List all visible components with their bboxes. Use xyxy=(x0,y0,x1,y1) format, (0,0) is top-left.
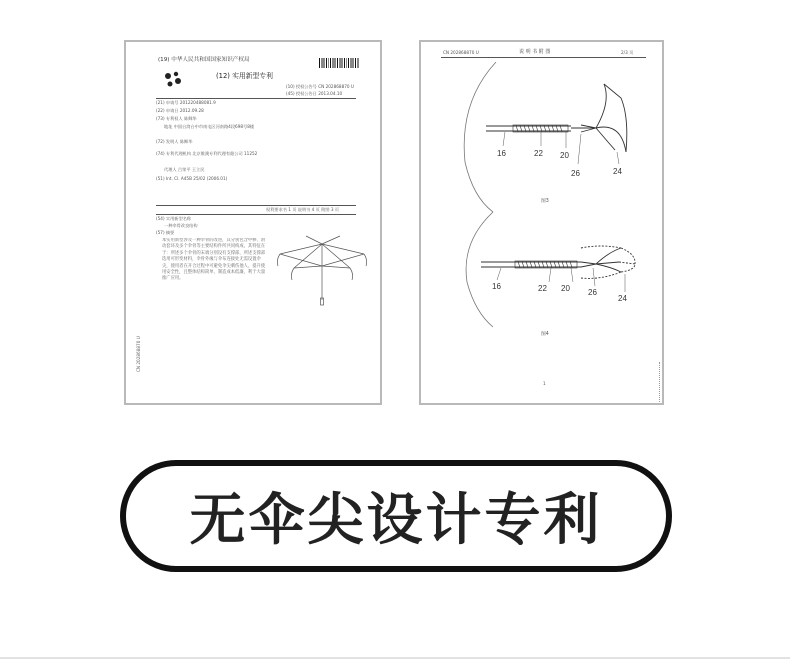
page-number: 1 xyxy=(543,381,546,386)
umbrella-drawing xyxy=(272,232,372,307)
office-logo-icon xyxy=(162,69,184,91)
part-label-16: 16 xyxy=(497,149,506,158)
field-value: 北京维澳专利代理有限公司 11252 xyxy=(192,151,258,156)
field-value: 201220488081.9 xyxy=(179,100,216,105)
part-label-20: 20 xyxy=(561,284,570,293)
side-publication-number: CN 202868870 U xyxy=(136,336,141,372)
figure-4-drawing xyxy=(421,212,664,342)
part-label-24: 24 xyxy=(618,294,627,303)
field-value: 中国台湾台中市南屯区河南路4段698号8楼 xyxy=(173,124,255,129)
utility-name: 一种伞骨改良结构 xyxy=(164,223,198,228)
drawing-header-number: CN 202868870 U xyxy=(443,50,479,55)
field-value: A45B 25/02 (2006.01) xyxy=(180,176,228,181)
field-code: (22) 申请日 xyxy=(156,108,179,113)
figure-4-caption: 图4 xyxy=(541,332,549,337)
field-value: 吕荣平 王立民 xyxy=(177,167,205,172)
part-label-24: 24 xyxy=(613,167,622,176)
field-value: 2012.09.28 xyxy=(179,108,204,113)
scan-edge-mark xyxy=(659,362,662,402)
part-label-22: 22 xyxy=(534,149,543,158)
field-code: (72) 发明人 xyxy=(156,139,179,144)
banner-title: 无伞尖设计专利 xyxy=(189,488,603,553)
publication-number: (10) 授权公告号 CN 202868870 U xyxy=(286,84,354,89)
figure-3-drawing xyxy=(421,62,664,212)
field-code: (21) 申请号 xyxy=(156,100,179,105)
part-label-20: 20 xyxy=(560,151,569,160)
drawing-header-page: 2/3 页 xyxy=(621,50,634,55)
patent-cover-page xyxy=(124,40,382,405)
field-value: 陈稣华 xyxy=(184,116,197,121)
page-count-note: 权利要求书 1 页 说明书 4 页 附图 3 页 xyxy=(266,207,340,212)
figure-4 xyxy=(421,212,664,342)
utility-name-label: (54) 实用新型名称 xyxy=(156,216,192,221)
header-rule xyxy=(156,98,356,99)
title-banner xyxy=(120,460,672,572)
drawing-header-title: 说 明 书 附 图 xyxy=(519,49,551,55)
part-label-22: 22 xyxy=(538,284,547,293)
bottom-divider xyxy=(0,657,790,659)
field-code: (73) 专利权人 xyxy=(156,116,183,121)
mid-rule-2 xyxy=(156,214,356,215)
field-value: 陈稣华 xyxy=(179,139,193,144)
abstract-text: 本实用新型涉及一种伞骨的改进，其分别包含中棒、滑动套环及多个伞骨等主要结构件所共同构成，其特征在于：所述多个伞骨的末端分别设有支撑部，所述支撑部选用可形变材料，伞骨外缘与伞布连接处无需设置伞尖，使用者在开合过程中可避免伞尖刺伤他人，提升使用安全性，且整体结构简单，制造成本低廉，利于大量推广应用。 xyxy=(162,238,266,282)
abstract-label: (57) 摘要 xyxy=(156,230,175,235)
field-code: (74) 专利代理机构 xyxy=(156,151,192,156)
figure-3-caption: 图3 xyxy=(541,199,549,204)
part-label-26: 26 xyxy=(588,288,597,297)
issuing-office: (19) 中华人民共和国国家知识产权局 xyxy=(158,57,250,63)
publication-date: (45) 授权公告日 2013.04.10 xyxy=(286,91,343,96)
field-code: (51) Int. Cl. xyxy=(156,176,180,181)
field-code: 代理人 xyxy=(164,167,177,172)
drawing-header-rule xyxy=(441,57,646,58)
publication-type: (12) 实用新型专利 xyxy=(216,72,273,80)
figure-3 xyxy=(421,62,664,212)
field-code: 地址 xyxy=(164,124,173,129)
mid-rule xyxy=(156,205,356,206)
part-label-16: 16 xyxy=(492,282,501,291)
barcode xyxy=(319,58,359,68)
patent-drawings-page xyxy=(419,40,664,405)
part-label-26: 26 xyxy=(571,169,580,178)
